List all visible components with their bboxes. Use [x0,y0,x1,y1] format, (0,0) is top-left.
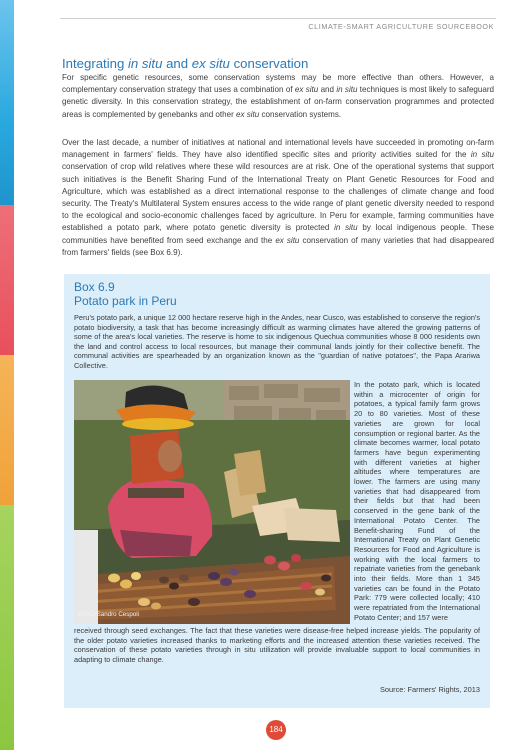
box-bottom-text: received through seed exchanges. The fact that these varieties were disease-free helped increase yields. The popularity of the older potato varieties increased thanks to marketing efforts and the increased attention these varieties received. The conservation of these potato varieties through in situ utilization will provide invaluable support to local communities in adapting to climate change. [74,626,480,665]
decorative-stripe-orange [0,355,14,505]
farmer-sorting-potatoes-photo [74,380,350,624]
page-number-badge: 184 [266,720,286,740]
decorative-stripe-green [0,505,14,750]
decorative-stripe-red [0,205,14,355]
box-title: Potato park in Peru [74,294,177,308]
box-side-text: In the potato park, which is located within a microcenter of origin for potatoes, a typical family farm grows 20 to 80 varieties. Most of these varieties are grown for local consumption or regional barter. As the climate becomes warmer, local potato farmers have begun experimenting with different varieties at higher altitudes where temperatures are lower. The farmers are using many varieties that had disappeared from their fields but that had been conserved in the gene bank of the International Potato Center. The Benefit-sharing Fund of the International Treaty on Plant Genetic Resources for Food and Agriculture is working with the local farmers to repatriate varieties from the genebank into their fields. More than 1 345 varieties can be found in the Potato Park: 779 were collected locally; 410 were repatriated from the International Potato Center; and 157 were [354,380,480,622]
header-rule [60,18,496,19]
body-paragraph-2: Over the last decade, a number of initiatives at national and international levels have succeeded in promoting on-farm management in farmers' fields. They have also identified specific sites and priority activities suited for the in situ conservation of crop wild relatives where these wild resources are at risk. One of the operational systems that support such initiatives is the Benefit Sharing Fund of the International Treaty on Plant Genetic Resources for Food and Agriculture, which was established as a direct international response to the challenges of climate change and food security. The Treaty's Multilateral System ensures access to the wide range of plant genetic diversity needed to respond to the ecological and socio-economic challenges faced by agriculture. In Peru for example, farming communities have established a potato park, where potato genetic diversity is protected in situ by local indigenous people. These communities have benefited from seed exchange and the ex situ conservation of many varieties that had disappeared from farmers' fields (see Box 6.9). [62,138,494,257]
body-paragraph-1: For specific genetic resources, some conservation systems may be more effective than others. However, a complementary conservation strategy that uses a combination of ex situ and in situ techniques is most likely to safeguard genetic diversity. In this conservation strategy, the establishment of on-farm conservation programmes and protected areas is complemented by genebanks and other ex situ conservation systems. [62,73,494,119]
running-head: CLIMATE-SMART AGRICULTURE SOURCEBOOK [308,22,494,31]
box-intro-text: Peru's potato park, a unique 12 000 hectare reserve high in the Andes, near Cusco, was established to conserve the region's potato biodiversity, a task that has become increasingly difficult as warming climates have altered the growing patterns of some of the area's local varieties. The reserve is home to six indigenous Quechua communities whose 8 000 residents own the land and control access to local resources, but manage their communal lands jointly for their collective benefit. The communal activities are spearheaded by an organization known as the "guardian of native potatoes", the Papa Arariwa Collective. [74,313,480,370]
box-label: Box 6.9 [74,280,115,294]
case-study-box [64,274,490,708]
box-source: Source: Farmers' Rights, 2013 [380,685,480,694]
section-title: Integrating in situ and ex situ conservation [62,56,309,71]
decorative-stripe-blue [0,0,14,205]
photo-credit: ©FAO/Sandro Cespoli [78,611,139,618]
